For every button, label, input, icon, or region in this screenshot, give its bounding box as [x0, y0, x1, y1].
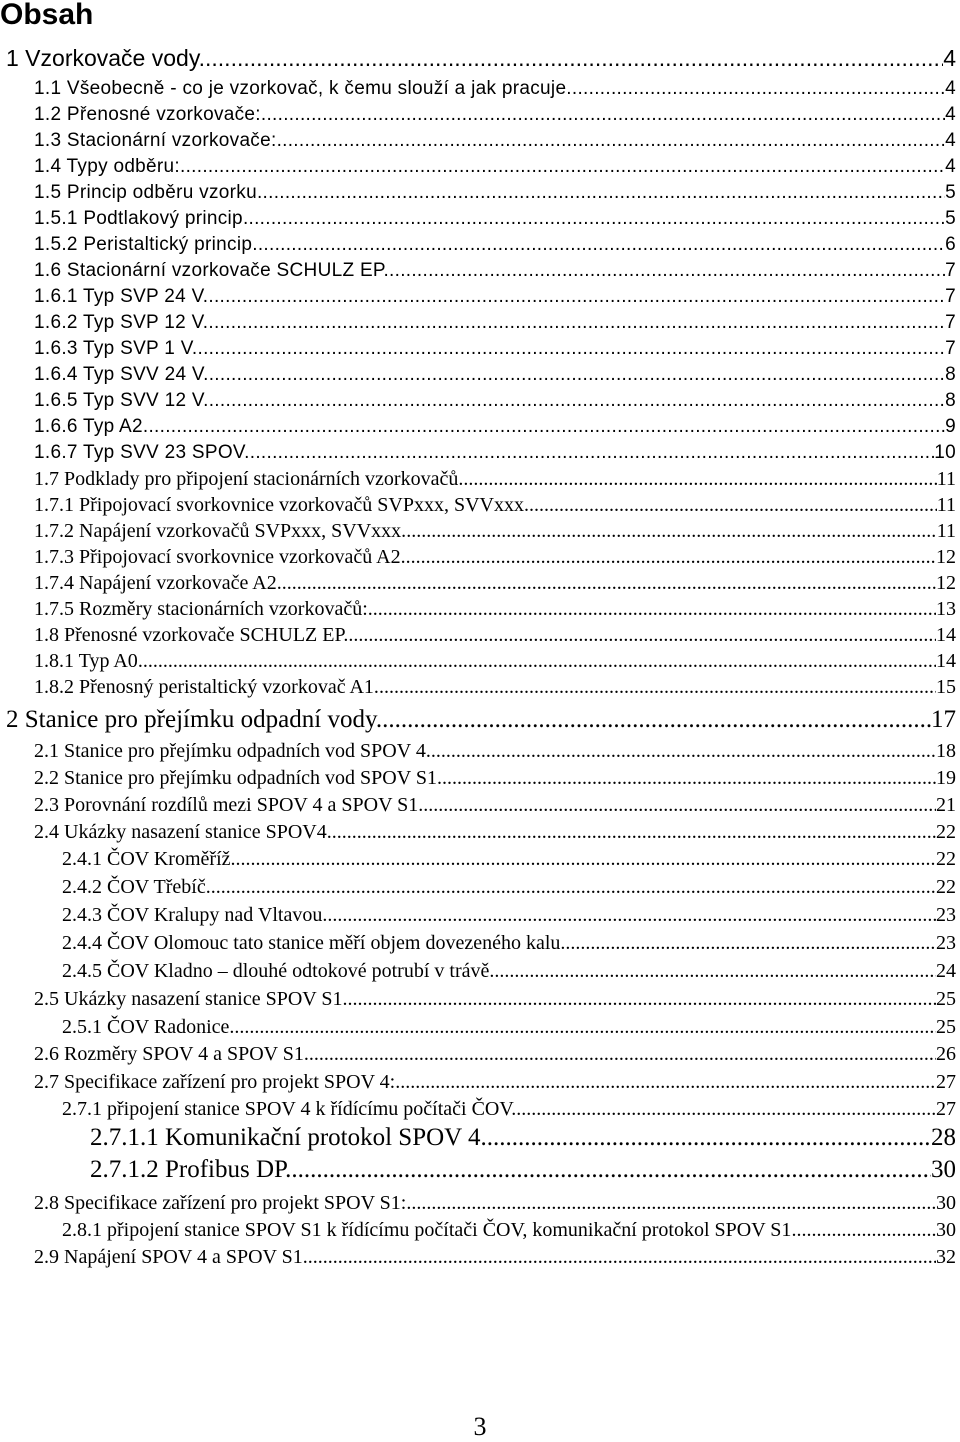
toc-entry-label: 2.4.5 ČOV Kladno – dlouhé odtokové potrubí v trávě.	[62, 960, 495, 982]
toc-entry-label: 2.7 Specifikace zařízení pro projekt SPOV 4:	[34, 1071, 396, 1093]
toc-entry-page: 18	[936, 740, 956, 762]
toc-leader-dots	[250, 442, 935, 464]
toc-entry-label: 1.7.2 Napájení vzorkovačů SVPxxx, SVVxxx.	[34, 520, 407, 542]
toc-entry[interactable]	[34, 598, 956, 621]
toc-entry-page: 4	[945, 104, 956, 125]
toc-entry[interactable]	[34, 676, 956, 699]
toc-entry-label: 1.5.2 Peristaltický princip	[34, 234, 253, 255]
toc-leader-dots	[423, 794, 936, 817]
toc-entry[interactable]	[62, 904, 956, 927]
toc-entry[interactable]	[90, 1156, 956, 1184]
toc-entry[interactable]	[34, 1071, 956, 1094]
toc-entry-page: 15	[936, 676, 956, 698]
toc-entry[interactable]	[34, 182, 956, 204]
toc-leader-dots	[406, 520, 937, 543]
toc-entry[interactable]	[34, 260, 956, 282]
toc-leader-dots	[308, 1246, 936, 1269]
toc-entry-page: 7	[945, 312, 956, 333]
toc-entry[interactable]	[34, 1043, 956, 1066]
toc-entry-page: 5	[945, 208, 956, 229]
toc-entry-page: 14	[936, 624, 956, 646]
toc-leader-dots	[198, 338, 946, 360]
toc-entry-page: 30	[936, 1219, 956, 1241]
toc-entry-page: 22	[936, 821, 956, 843]
toc-leader-dots	[180, 156, 945, 178]
toc-entry-page: 12	[936, 572, 956, 594]
toc-entry-page: 27	[936, 1098, 956, 1120]
toc-leader-dots	[565, 932, 936, 955]
toc-leader-dots	[263, 182, 946, 204]
toc-entry-label: 1.6.7 Typ SVV 23 SPOV.	[34, 442, 250, 463]
toc-entry-label: 1.6.5 Typ SVV 12 V.	[34, 390, 209, 411]
toc-leader-dots	[347, 988, 936, 1011]
toc-entry[interactable]	[34, 442, 956, 464]
toc-entry-page: 22	[936, 876, 956, 898]
toc-entry-page: 11	[936, 468, 956, 490]
toc-entry-page: 12	[936, 546, 956, 568]
toc-leader-dots	[309, 1043, 936, 1066]
toc-entry[interactable]	[34, 988, 956, 1011]
toc-entry-label: 1.6.1 Typ SVP 24 V.	[34, 286, 209, 307]
toc-leader-dots	[209, 364, 945, 386]
toc-leader-dots	[252, 234, 945, 256]
toc-leader-dots	[368, 598, 936, 621]
toc-entry[interactable]	[62, 1098, 956, 1121]
toc-entry[interactable]	[34, 104, 956, 126]
toc-entry[interactable]	[34, 767, 956, 790]
toc-entry-page: 4	[945, 130, 956, 151]
toc-entry[interactable]	[62, 932, 956, 955]
toc-leader-dots	[406, 546, 936, 569]
toc-entry[interactable]	[34, 364, 956, 386]
toc-entry[interactable]	[34, 312, 956, 334]
toc-entry-label: 1.7.3 Připojovací svorkovnice vzorkovačů A2.	[34, 546, 406, 568]
toc-entry-label: 2 Stanice pro přejímku odpadní vody.	[6, 706, 383, 733]
toc-entry-label: 2.7.1.1 Komunikační protokol SPOV 4.	[90, 1124, 487, 1151]
toc-entry-label: 1.7.4 Napájení vzorkovače A2.	[34, 572, 282, 594]
toc-entry[interactable]	[6, 706, 956, 734]
toc-entry-page: 27	[936, 1071, 956, 1093]
toc-entry[interactable]	[6, 45, 956, 72]
toc-entry-label: 2.1 Stanice pro přejímku odpadních vod SPOV 4	[34, 740, 426, 762]
toc-entry[interactable]	[62, 848, 956, 871]
toc-entry-label: 1.6.6 Typ A2.	[34, 416, 149, 437]
toc-entry-label: 1.1 Všeobecně - co je vzorkovač, k čemu slouží a jak pracuje.	[34, 78, 572, 99]
toc-entry-label: 1.7.5 Rozměry stacionárních vzorkovačů:	[34, 598, 368, 620]
toc-entry-page: 9	[945, 416, 956, 437]
toc-entry[interactable]	[34, 624, 956, 647]
toc-entry-label: 1.8.2 Přenosný peristaltický vzorkovač A1.	[34, 676, 379, 698]
toc-entry[interactable]	[34, 494, 956, 517]
toc-leader-dots	[236, 848, 937, 871]
toc-entry[interactable]	[90, 1124, 956, 1152]
toc-entry[interactable]	[34, 156, 956, 178]
toc-entry-label: 2.4.3 ČOV Kralupy nad Vltavou.	[62, 904, 328, 926]
toc-entry[interactable]	[34, 821, 956, 844]
toc-leader-dots	[208, 312, 945, 334]
toc-entry-label: 1.5.1 Podtlakový princip	[34, 208, 243, 229]
toc-leader-dots	[442, 767, 936, 790]
toc-leader-dots	[234, 1016, 936, 1039]
toc-entry-page: 4	[945, 78, 956, 99]
toc-entry-page: 4	[943, 45, 956, 71]
toc-entry-page: 24	[936, 960, 956, 982]
page-number: 3	[473, 1412, 487, 1441]
toc-entry-page: 6	[945, 234, 956, 255]
toc-leader-dots	[348, 624, 936, 647]
toc-entry-page: 19	[936, 767, 956, 789]
toc-entry[interactable]	[34, 740, 956, 763]
toc-entry-page: 28	[931, 1124, 956, 1151]
toc-entry-page: 23	[936, 904, 956, 926]
toc-entry-label: 1.8.1 Typ A0	[34, 650, 138, 672]
toc-leader-dots	[406, 1192, 936, 1215]
toc-entry[interactable]	[34, 650, 956, 673]
toc-entry-page: 13	[936, 598, 956, 620]
toc-entry-label: 2.4 Ukázky nasazení stanice SPOV4.	[34, 821, 332, 843]
toc-leader-dots	[426, 740, 936, 763]
toc-entry[interactable]	[34, 286, 956, 308]
toc-entry-label: 1.6.2 Typ SVP 12 V.	[34, 312, 209, 333]
toc-entry-page: 30	[931, 1156, 956, 1183]
toc-entry-label: 2.4.2 ČOV Třebíč.	[62, 876, 211, 898]
toc-entry-page: 7	[945, 260, 956, 281]
toc-leader-dots	[261, 104, 945, 126]
toc-entry-label: 2.5.1 ČOV Radonice.	[62, 1016, 235, 1038]
toc-entry-label: 1.3 Stacionární vzorkovače:	[34, 130, 277, 151]
toc-entry-page: 7	[945, 338, 956, 359]
toc-entry-label: 2.5 Ukázky nasazení stanice SPOV S1.	[34, 988, 348, 1010]
toc-entry-page: 22	[936, 848, 956, 870]
toc-entry[interactable]	[34, 572, 956, 595]
toc-leader-dots	[327, 904, 936, 927]
toc-leader-dots	[282, 572, 936, 595]
toc-entry-page: 11	[936, 494, 956, 516]
toc-entry[interactable]	[34, 390, 956, 412]
toc-leader-dots	[332, 821, 936, 844]
toc-entry-page: 26	[936, 1043, 956, 1065]
toc-leader-dots	[211, 876, 936, 899]
toc-entry[interactable]	[62, 1219, 956, 1242]
toc-entry-label: 1.7.1 Připojovací svorkovnice vzorkovačů SVPxxx, SVVxxx.	[34, 494, 529, 516]
toc-leader-dots	[487, 1124, 931, 1152]
toc-entry[interactable]	[62, 1016, 956, 1039]
toc-entry-label: 2.9 Napájení SPOV 4 a SPOV S1.	[34, 1246, 308, 1268]
toc-entry-page: 25	[936, 988, 956, 1010]
toc-entry-page: 25	[936, 1016, 956, 1038]
toc-entry-page: 14	[936, 650, 956, 672]
toc-leader-dots	[529, 494, 937, 517]
toc-leader-dots	[138, 650, 936, 673]
toc-entry[interactable]	[62, 876, 956, 899]
toc-leader-dots	[243, 208, 945, 230]
toc-leader-dots	[148, 416, 945, 438]
toc-entry[interactable]	[34, 416, 956, 438]
toc-entry[interactable]	[62, 960, 956, 983]
toc-leader-dots	[382, 706, 931, 734]
toc-leader-dots	[791, 1219, 936, 1242]
toc-entry-label: 1.6.4 Typ SVV 24 V.	[34, 364, 209, 385]
toc-entry-label: 2.8.1 připojení stanice SPOV S1 k řídícímu počítači ČOV, komunikační protokol SPOV S1	[62, 1219, 792, 1241]
toc-entry-label: 2.6 Rozměry SPOV 4 a SPOV S1.	[34, 1043, 309, 1065]
toc-entry-label: 1.5 Princip odběru vzorku.	[34, 182, 263, 203]
toc-entry-label: 2.3 Porovnání rozdílů mezi SPOV 4 a SPOV S1.	[34, 794, 424, 816]
toc-entry[interactable]	[34, 78, 956, 100]
toc-entry-page: 11	[936, 520, 956, 542]
toc-leader-dots	[209, 390, 945, 412]
toc-entry-page: 8	[945, 390, 956, 411]
toc-entry-page: 17	[931, 706, 956, 733]
toc-entry-page: 32	[936, 1246, 956, 1268]
toc-leader-dots	[277, 130, 946, 152]
toc-entry-page: 30	[936, 1192, 956, 1214]
toc-entry[interactable]	[34, 1246, 956, 1269]
toc-entry[interactable]	[34, 338, 956, 360]
toc-leader-dots	[516, 1098, 936, 1121]
toc-title: Obsah	[0, 0, 94, 31]
toc-leader-dots	[205, 45, 943, 72]
toc-entry-label: 2.4.1 ČOV Kroměříž.	[62, 848, 236, 870]
toc-entry-label: 1.6 Stacionární vzorkovače SCHULZ EP.	[34, 260, 390, 281]
toc-leader-dots	[463, 468, 936, 491]
toc-entry-label: 1.6.3 Typ SVP 1 V.	[34, 338, 198, 359]
toc-entry[interactable]	[34, 520, 956, 543]
toc-entry-label: 1.2 Přenosné vzorkovače:	[34, 104, 261, 125]
toc-entry[interactable]	[34, 208, 956, 230]
toc-entry-label: 2.4.4 ČOV Olomouc tato stanice měří objem dovezeného kalu.	[62, 932, 566, 954]
toc-entry[interactable]	[34, 234, 956, 256]
toc-entry-label: 1.7 Podklady pro připojení stacionárních vzorkovačů.	[34, 468, 464, 490]
toc-entry-page: 8	[945, 364, 956, 385]
toc-entry-label: 2.7.1.2 Profibus DP.	[90, 1156, 292, 1183]
toc-entry-page: 10	[934, 442, 956, 463]
toc-entry-page: 4	[945, 156, 956, 177]
toc-entry[interactable]	[34, 468, 956, 491]
toc-entry-label: 1.8 Přenosné vzorkovače SCHULZ EP.	[34, 624, 349, 646]
toc-leader-dots	[395, 1071, 936, 1094]
toc-entry-page: 7	[945, 286, 956, 307]
toc-entry[interactable]	[34, 130, 956, 152]
toc-leader-dots	[379, 676, 936, 699]
toc-leader-dots	[572, 78, 945, 100]
toc-entry-label: 1.4 Typy odběru:	[34, 156, 180, 177]
toc-leader-dots	[389, 260, 945, 282]
toc-entry-label: 2.2 Stanice pro přejímku odpadních vod SPOV S1.	[34, 767, 442, 789]
toc-entry-page: 21	[936, 794, 956, 816]
toc-entry-page: 23	[936, 932, 956, 954]
toc-entry-label: 1 Vzorkovače vody.	[6, 45, 206, 71]
toc-leader-dots	[208, 286, 945, 308]
toc-entry[interactable]	[34, 546, 956, 569]
toc-entry-label: 2.8 Specifikace zařízení pro projekt SPOV S1:	[34, 1192, 407, 1214]
toc-entry-page: 5	[945, 182, 956, 203]
toc-leader-dots	[291, 1156, 931, 1184]
toc-entry-label: 2.7.1 připojení stanice SPOV 4 k řídícímu počítači ČOV.	[62, 1098, 517, 1120]
toc-entry[interactable]	[34, 794, 956, 817]
toc-leader-dots	[494, 960, 936, 983]
toc-entry[interactable]	[34, 1192, 956, 1215]
